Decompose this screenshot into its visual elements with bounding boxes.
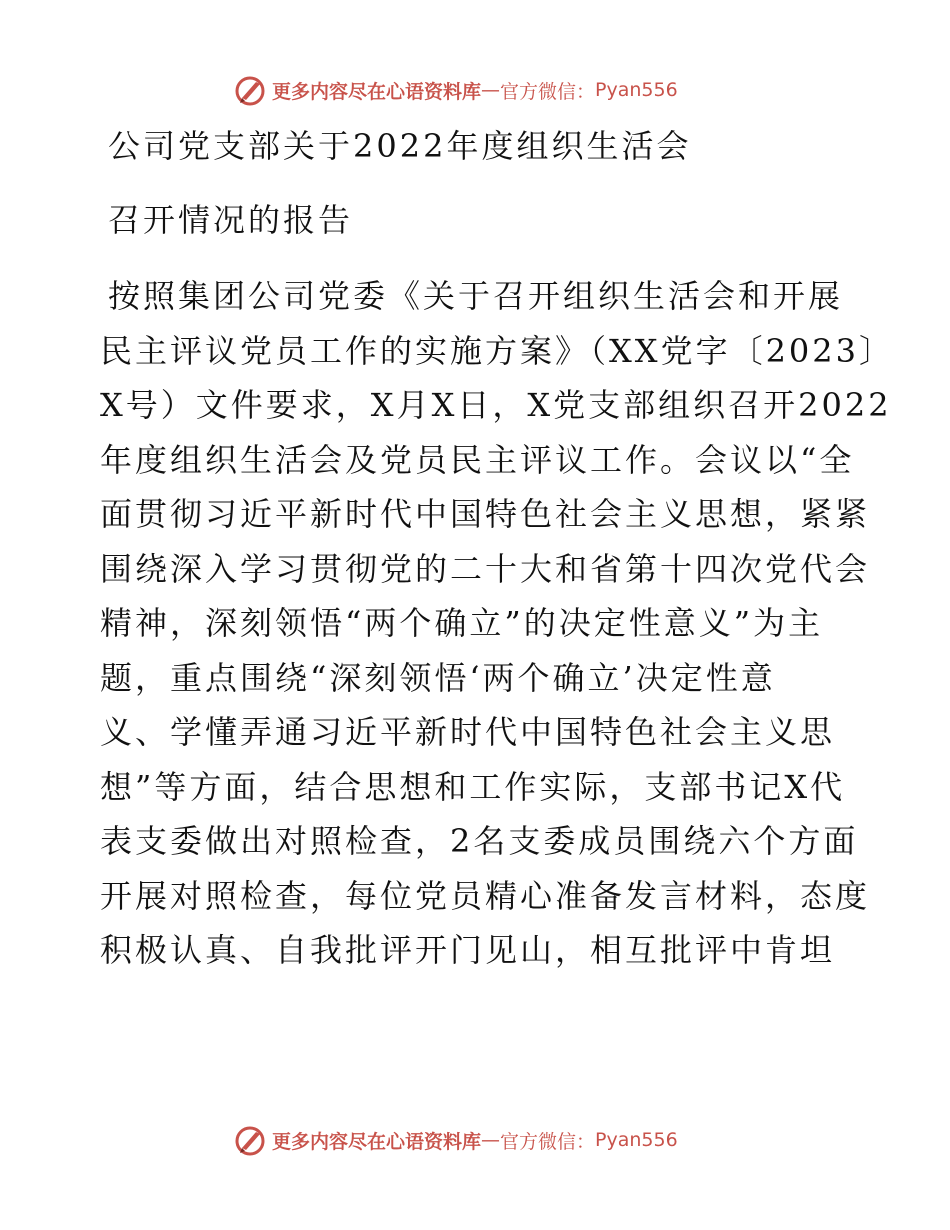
pen-logo-icon: [232, 1122, 268, 1158]
banner-main-text: 更多内容尽在心语资料库: [272, 1130, 482, 1153]
document-title-line-2: 召开情况的报告: [108, 201, 354, 239]
banner-separator: —: [481, 79, 501, 101]
body-line: 按照集团公司党委《关于召开组织生活会和开展: [108, 277, 844, 315]
document-title-line-1: 公司党支部关于2022年度组织生活会: [108, 127, 692, 165]
header-watermark-banner: [232, 70, 678, 110]
footer-watermark-banner: [232, 1120, 678, 1160]
body-line: 面贯彻习近平新时代中国特色社会主义思想，紧紧: [100, 495, 871, 533]
banner-label: 官方微信：: [500, 80, 596, 103]
document-body: [100, 274, 895, 983]
body-line: 围绕深入学习贯彻党的二十大和省第十四次党代会: [100, 549, 871, 588]
body-line: 年度组织生活会及党员民主评议工作。会议以“全: [100, 440, 855, 479]
banner-wechat-id: Pyan556: [595, 1129, 678, 1151]
body-line: 义、学懂弄通习近平新时代中国特色社会主义思: [100, 713, 836, 751]
body-line: 民主评议党员工作的实施方案》（XX党字〔2023〕: [100, 331, 895, 370]
pen-logo-icon: [232, 72, 268, 108]
body-line: 精神，深刻领悟“两个确立”的决定性意义”为主: [100, 604, 824, 642]
body-line: 积极认真、自我批评开门见山，相互批评中肯坦: [100, 931, 836, 969]
banner-main-text: 更多内容尽在心语资料库: [272, 80, 482, 103]
body-line: 想”等方面，结合思想和工作实际，支部书记X代: [100, 767, 846, 806]
banner-wechat-id: Pyan556: [595, 79, 678, 101]
banner-separator: —: [481, 1129, 501, 1151]
banner-label: 官方微信：: [500, 1130, 596, 1153]
body-line: 表支委做出对照检查，2名支委成员围绕六个方面: [100, 822, 859, 860]
body-line: X号）文件要求，X月X日，X党支部组织召开2022: [100, 386, 892, 424]
body-line: 开展对照检查，每位党员精心准备发言材料，态度: [100, 876, 871, 915]
body-line: 题，重点围绕“深刻领悟‘两个确立’决定性意: [100, 658, 776, 697]
